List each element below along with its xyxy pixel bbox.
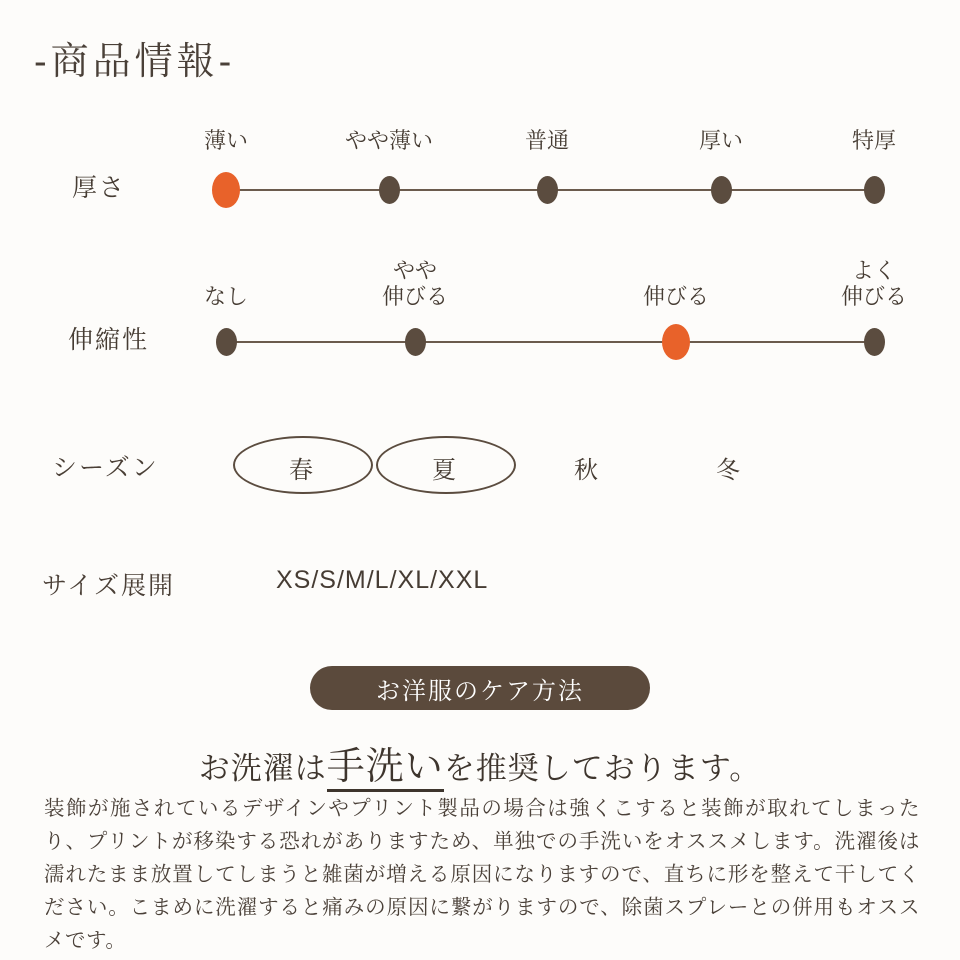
stretch-label: 伸縮性: [68, 326, 150, 354]
thickness-node-2[interactable]: [537, 176, 558, 204]
stretch-option-label-1: [382, 258, 448, 310]
care-headline: [0, 735, 960, 790]
thickness-node-0[interactable]: [212, 172, 240, 208]
stretch-option-label-1-line1: やや: [392, 258, 438, 283]
season-option-spring[interactable]: 春: [289, 457, 313, 484]
thickness-option-label-3: 厚い: [698, 128, 744, 153]
stretch-axis-line: [226, 341, 880, 343]
thickness-node-1[interactable]: [379, 176, 400, 204]
thickness-node-4[interactable]: [864, 176, 885, 204]
season-option-summer[interactable]: 夏: [432, 457, 456, 484]
care-headline-prefix: お洗濯は: [198, 751, 327, 786]
care-headline-emphasis: 手洗い: [327, 746, 444, 792]
stretch-option-label-0: [204, 284, 248, 310]
stretch-node-3[interactable]: [864, 328, 885, 356]
thickness-scale: [203, 128, 897, 210]
thickness-option-label-4: 特厚: [851, 128, 897, 153]
care-body-text: 装飾が施されているデザインやプリント製品の場合は強くこすると装飾が取れてしまったり、プリントが移染する恐れがありますため、単独での手洗いをオススメします。洗濯後は濡れたまま放置してしまうと雑菌が増える原因になりますので、直ちに形を整えて干してください。こまめに洗濯すると痛みの原因に繋がりますので、除菌スプレーとの併用もオススメです。: [44, 797, 921, 952]
season-option-winter[interactable]: 冬: [716, 457, 740, 484]
thickness-label: 厚さ: [72, 174, 127, 202]
thickness-option-label-0: 薄い: [203, 128, 249, 153]
stretch-node-1[interactable]: [405, 328, 426, 356]
care-method-badge: [310, 666, 650, 710]
thickness-node-3[interactable]: [711, 176, 732, 204]
page-title: -商品情報-: [34, 41, 236, 83]
stretch-option-label-3-line2: 伸びる: [840, 284, 908, 309]
stretch-option-label-2: [643, 284, 709, 310]
care-method-badge-label: お洋服のケア方法: [376, 677, 584, 705]
thickness-option-label-2: 普通: [524, 128, 570, 153]
stretch-option-label-2-line1: 伸びる: [642, 284, 710, 309]
care-headline-suffix: を推奨しております。: [443, 751, 762, 786]
season-option-autumn[interactable]: 秋: [574, 457, 598, 484]
stretch-node-2[interactable]: [662, 324, 690, 360]
season-label: シーズン: [52, 454, 159, 482]
stretch-scale: [203, 258, 908, 362]
stretch-option-label-3: [841, 258, 907, 310]
size-value: XS/S/M/L/XL/XXL: [276, 566, 489, 594]
stretch-option-label-0-line1: なし: [203, 284, 249, 309]
stretch-option-label-1-line2: 伸びる: [381, 284, 449, 309]
stretch-option-label-3-line1: よく: [851, 258, 897, 283]
stretch-node-0[interactable]: [216, 328, 237, 356]
thickness-option-label-1: やや薄い: [344, 128, 434, 153]
size-label: サイズ展開: [42, 572, 176, 600]
